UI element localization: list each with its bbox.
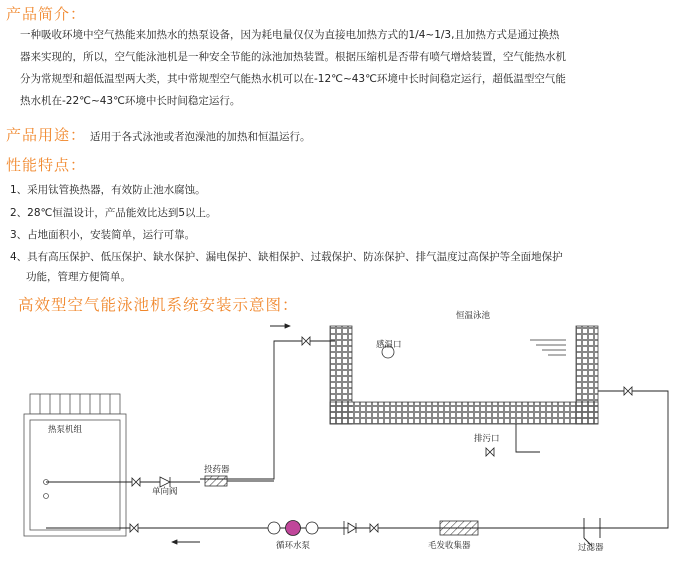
return-valve-icon	[624, 387, 632, 395]
installation-diagram	[0, 292, 681, 564]
intro-line-3: 分为常规型和超低温型两大类，其中常规型空气能热水机可以在-12℃~43℃环境中长时间稳定运行，超低温型空气能	[20, 73, 566, 85]
usage-text: 适用于各式泳池或者泡澡池的加热和恒温运行。	[90, 131, 311, 143]
diagram-title: 高效型空气能泳池机系统安装示意图：	[18, 296, 299, 314]
pool-structure	[330, 326, 598, 424]
filter-icon	[584, 518, 600, 546]
intro-line-2: 器来实现的，所以，空气能泳池机是一种安全节能的泳池加热装置。根据压缩机是否带有喷气增焓装置，空气能热水机	[20, 51, 566, 63]
inlet-pipe	[200, 326, 335, 479]
feature-item-1: 1、采用钛管换热器，有效防止池水腐蚀。	[10, 184, 206, 196]
supply-valve-icon	[132, 478, 140, 486]
check-valve-icon	[160, 477, 170, 487]
inlet-valve-icon	[302, 337, 310, 345]
drain-label: 排污口	[474, 434, 500, 444]
drain-valve-icon	[486, 448, 494, 456]
check-valve-label: 单向阀	[152, 487, 178, 497]
return-pipe	[598, 391, 668, 528]
feature-item-4-cont: 功能，管理方便简单。	[26, 271, 131, 283]
dosing-icon	[205, 476, 227, 486]
bottom-valve-2-icon	[370, 524, 378, 532]
drain-pipe	[516, 424, 540, 452]
hair-collector-label: 毛发收集器	[428, 541, 471, 551]
heat-pump-unit	[24, 394, 126, 536]
unit-label: 热泵机组	[48, 425, 83, 435]
dosing-label: 投药器	[204, 465, 230, 475]
feature-item-3: 3、占地面积小，安装简单，运行可靠。	[10, 229, 196, 241]
feature-item-2: 2、28℃恒温设计，产品能效比达到5以上。	[10, 207, 217, 219]
bottom-pipe	[46, 528, 600, 542]
usage-heading-label: 产品用途：	[6, 126, 87, 144]
pool-label: 恒温泳池	[456, 311, 491, 321]
pump-icon	[286, 521, 301, 536]
feature-item-4: 4、具有高压保护、低压保护、缺水保护、漏电保护、缺相保护、过载保护、防冻保护、排气温度过高保护等全面地保护	[10, 251, 563, 263]
bottom-valve-icon	[130, 524, 138, 532]
usage-heading	[6, 124, 311, 145]
intro-line-4: 热水机在-22℃~43℃环境中长时间稳定运行。	[20, 95, 241, 107]
intro-line-1: 一种吸收环境中空气热能来加热水的热泵设备，因为耗电量仅仅为直接电加热方式的1/4~1/3,且加热方式是通过换热	[20, 29, 560, 41]
pump-label: 循环水泵	[276, 541, 311, 551]
filter-label: 过滤器	[578, 543, 604, 553]
intro-heading: 产品简介：	[6, 5, 87, 23]
temp-port-label: 感温口	[376, 340, 402, 350]
hair-collector-icon	[440, 521, 478, 535]
features-heading: 性能特点：	[6, 156, 87, 174]
